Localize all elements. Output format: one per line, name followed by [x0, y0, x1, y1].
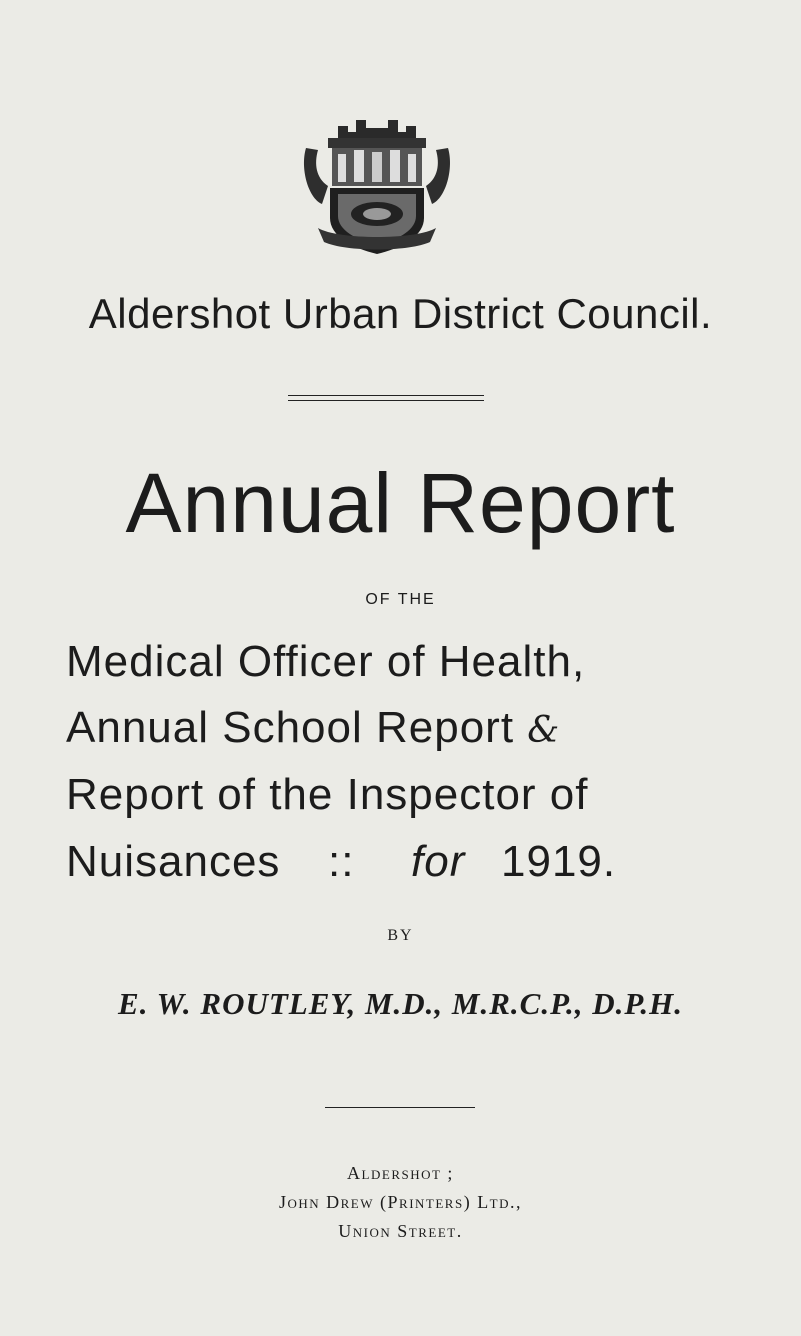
imprint-printer: John Drew (Printers) Ltd.,: [278, 1192, 523, 1212]
coat-of-arms-icon: [298, 108, 456, 260]
imprint-street: Union Street.: [338, 1221, 463, 1241]
council-name: Aldershot Urban District Council.: [88, 290, 713, 337]
report-title: Annual Report: [125, 456, 676, 550]
subtitle-line-4-text: Nuisances: [66, 837, 281, 886]
single-rule-divider: [325, 1107, 475, 1108]
subtitle-line-3: Report of the Inspector of: [66, 770, 589, 819]
report-year: 1919.: [501, 837, 617, 886]
for-word: for: [411, 837, 466, 886]
author-name: E. W. ROUTLEY, M.D., M.R.C.P., D.P.H.: [118, 986, 683, 1021]
imprint-place: Aldershot ;: [347, 1163, 454, 1183]
subtitle-line-2: [66, 703, 746, 753]
subtitle-line-4: [66, 837, 746, 887]
double-rule-divider: [288, 395, 484, 401]
subtitle-line-2-text: Annual School Report: [66, 703, 515, 752]
by-label: BY: [387, 927, 414, 944]
separator-colons: ::: [328, 837, 355, 886]
ampersand-glyph: &: [527, 710, 561, 751]
subtitle-line-1: Medical Officer of Health,: [66, 637, 586, 686]
of-the-label: OF THE: [365, 591, 436, 608]
